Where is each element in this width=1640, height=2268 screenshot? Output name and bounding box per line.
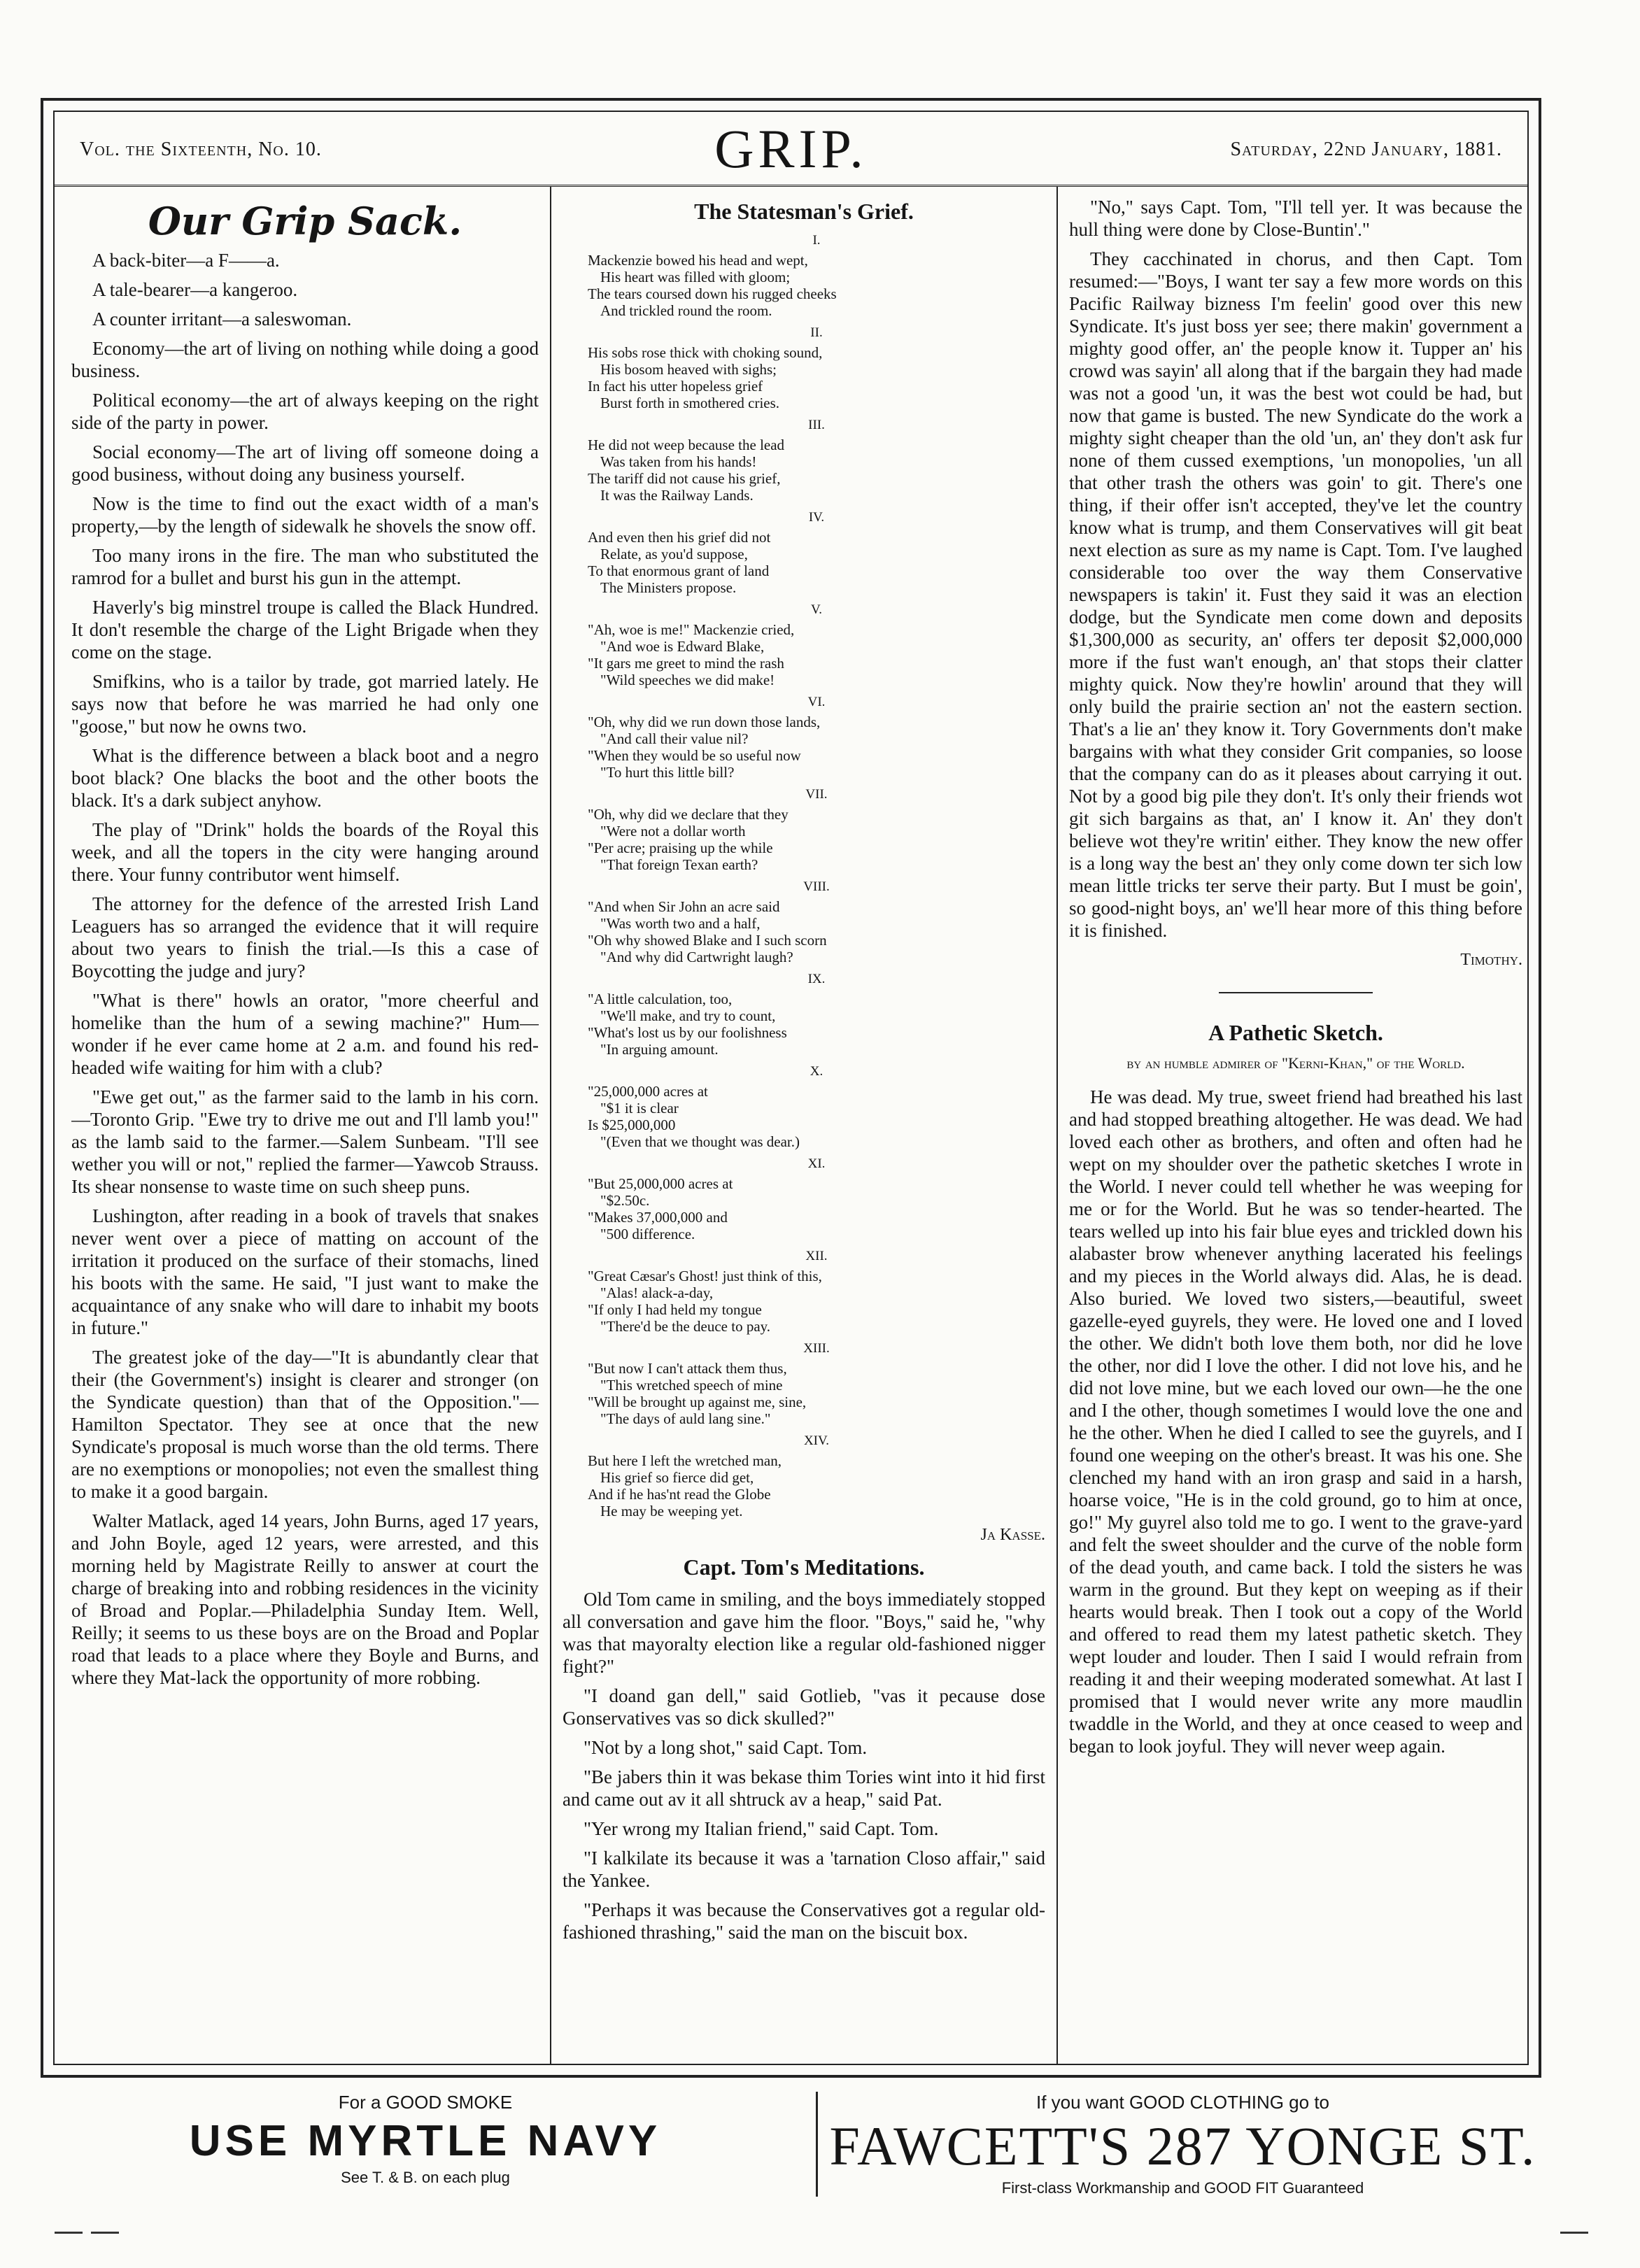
paragraph: What is the difference between a black boot and a negro boot black? One blacks the boot and the other boots the black. It's a dark subject anyhow. [71,745,539,811]
paragraph: They cacchinated in chorus, and then Capt. Tom resumed:—"Boys, I want ter say a few more words on this Pacific Railway bizness I'm feelin' good over this new Syndicate. It's just boss yer see; there makin' government a mighty good offer, an' the people know it. Tupper an' his crowd was sayin' all along that if the bargain they had made was not a good 'un, it was the best wot could be had, but now that game is busted. The new Syndicate do the work a mighty sight cheaper than the old 'un, an' they don't ask fur none of them cussed exemptions, 'un monopolies, 'un all that other trash the others was goin' to git. There's one thing, if their offer isn't accepted, they've let the country know what is trump, and them Conservatives will git beat next election as sure as my name is Capt. Tom. I've laughed considerable too over the way them Conservative newspapers is takin' it. Fust they said it was an election dodge, but the Syndicate men come down and deposits $1,300,000 as security, an' offers ter deposit $2,000,000 more if the fust wan't enough, an' that stops their clatter mighty quick. Now they're howlin' around that they will only build the prairie section an' not the eastern section. That's a lie an' they know it. Tory Governments don't make bargains with what they consider Grit companies, so loose that the company can do as it pleases about carrying it out. Not by a good big pile they don't. It's only their friends wot git sich bargains as that, an' I know it. An' they don't believe wot they're writin' either. They know the new offer is a long way the best an' they only come down ter sich low mean little tricks ter serve their party. But I must be goin', so good-night boys, an' we'll hear more of this thing before it is finished. [1069,248,1522,941]
stanza-number: XI. [807,1156,826,1171]
issue-date: Saturday, 22nd January, 1881. [1230,139,1502,160]
poem-line: Is $25,000,000 [588,1117,676,1133]
poem-line: The tears coursed down his rugged cheeks [588,285,837,302]
ad-headline: FAWCETT'S 287 YONGE ST. [829,2115,1536,2176]
stanza-number: VII. [805,787,828,802]
poem-line: "The days of auld lang sine." [600,1410,771,1427]
poem-line: "A little calculation, too, [588,991,733,1007]
poem-line: "Oh, why did we declare that they [588,806,789,823]
poem-line: "Great Cæsar's Ghost! just think of this, [588,1268,822,1284]
sketch-byline: by an humble admirer of "Kerni-Khan," of the World. [1126,1054,1465,1072]
stanza-number: XIII. [803,1341,830,1356]
poem-signature: Ja Kasse. [980,1526,1045,1544]
paragraph: Social economy—The art of living off someone doing a good business, without doing any business yourself. [71,441,539,485]
meditations-continued [1069,196,1522,942]
poem-line: "Was worth two and a half, [600,915,761,932]
sketch-heading: A Pathetic Sketch. [1208,1020,1383,1045]
poem-line: "In arguing amount. [600,1041,719,1058]
poem-line: Burst forth in smothered cries. [600,395,780,411]
grip-sack-body [71,249,539,1689]
stanza-number: XII. [805,1249,828,1263]
column-divider [550,186,551,2064]
paragraph: Economy—the art of living on nothing while doing a good business. [71,338,539,381]
paragraph: Smifkins, who is a tailor by trade, got married lately. He says now that before he was married he had only one "goose," but now he owns two. [71,671,539,737]
paragraph: The attorney for the defence of the arrested Irish Land Leaguers has so arranged the evidence that it will require about two years to finish the trial.—Is this a case of Boycotting the judge and jury? [71,893,539,981]
poem-line: He may be weeping yet. [600,1503,743,1519]
paragraph: "What is there" howls an orator, "more cheerful and homelike than the hum of a sewing machine?" Hum—wonder if he ever came home at 2 a.m. and found his red-headed wife waiting for him with a club? [71,990,539,1078]
paragraph: "No," says Capt. Tom, "I'll tell yer. It was because the hull thing were done by Close-Buntin'." [1069,197,1522,240]
paragraph: The greatest joke of the day—"It is abundantly clear that their (the Government's) insight is clearer and stronger (on the Syndicate question) than that of the Opposition."—Hamilton Spectator. They see at once that the new Syndicate's proposal is much worse than the old terms. There are no exemptions or monopolies; not even the smallest thing to make it a good bargain. [71,1347,539,1502]
poem-line: "And why did Cartwright laugh? [600,949,793,965]
stanza-number: IX. [807,972,826,986]
paragraph: "Ewe get out," as the farmer said to the lamb in his corn.—Toronto Grip. "Ewe try to drive me out and I'll lamb you!" as the lamb said to the farmer.—Salem Sunbeam. "I'll see wether you will or not," replied the farmer—Yawcob Strauss. Its shear nonsense to waste time on such sheep puns. [71,1086,539,1197]
poem-line: Was taken from his hands! [600,453,757,470]
paragraph: "I doand gan dell," said Gotlieb, "vas it pecause dose Gonservatives vas so dick skulled?" [563,1685,1045,1729]
paragraph: A tale-bearer—a kangeroo. [92,279,298,300]
poem-line: His heart was filled with gloom; [600,269,791,285]
ad-tagline: For a GOOD SMOKE [338,2092,513,2113]
paragraph: A counter irritant—a saleswoman. [92,309,352,329]
poem-line: And trickled round the room. [600,302,772,319]
stanza-number: XIV. [803,1433,830,1448]
paragraph: Too many irons in the fire. The man who substituted the ramrod for a bullet and burst his gun in the attempt. [71,545,539,588]
paragraph: "Yer wrong my Italian friend," said Capt. Tom. [584,1818,939,1839]
poem-line: But here I left the wretched man, [588,1452,782,1469]
meditations-signature: Timothy. [1460,951,1522,969]
paragraph: Walter Matlack, aged 14 years, John Burns, aged 17 years, and John Boyle, aged 12 years, were arrested, and this morning held by Magistrate Reilly to answer at court the charge of breaking into and robbing residences in the vicinity of Broad and Poplar.—Philadelphia Sunday Item. Well, Reilly; it seems to us these boys are on the Broad and Poplar road that leads to a place where they Boyle and Burns, and where they Mat-lack the opportunity of more robbing. [71,1510,539,1688]
poem-line: "25,000,000 acres at [588,1083,708,1100]
page-mark [55,2232,83,2234]
fawcett-ad [824,2092,1541,2197]
masthead [55,112,1527,187]
poem-line: The tariff did not cause his grief, [588,470,781,487]
sketch-body [1069,1086,1522,1757]
poem-line: "$2.50c. [600,1192,650,1209]
volume-number: Vol. the Sixteenth, No. 10. [80,139,322,160]
poem-line: "This wretched speech of mine [600,1377,783,1394]
poem-line: "But now I can't attack them thus, [588,1360,787,1377]
column-middle [563,196,1045,2054]
section-divider [1219,992,1373,993]
poem-line: The Ministers propose. [600,579,737,596]
poem-line: "Alas! alack-a-day, [600,1284,714,1301]
paragraph: "Not by a long shot," said Capt. Tom. [584,1737,868,1758]
page-mark [1560,2232,1588,2234]
poem-line: His grief so fierce did get, [600,1469,754,1486]
column-right [1069,196,1522,2054]
paragraph: Haverly's big minstrel troupe is called the Black Hundred. It don't resemble the charge of the Light Brigade when they come on the stage. [71,597,539,662]
poem-line: "To hurt this little bill? [600,764,735,781]
meditations-heading: Capt. Tom's Meditations. [683,1554,925,1580]
stanza-number: V. [810,602,823,617]
poem-line: His sobs rose thick with choking sound, [588,344,823,361]
poem-line: "When they would be so useful now [588,747,801,764]
poem-line: To that enormous grant of land [588,562,770,579]
column-divider [1056,186,1058,2064]
newspaper-page [41,98,1541,2078]
stanza-number: IV. [808,510,825,525]
poem-line: "Oh why showed Blake and I such scorn [588,932,827,949]
poem-line: He did not weep because the lead [588,437,785,453]
advertisement-strip [41,2092,1541,2232]
poem-line: And even then his grief did not [588,529,771,546]
paragraph: Old Tom came in smiling, and the boys immediately stopped all conversation and gave him the floor. "Boys," said he, "why was that mayoralty election like a regular old-fashioned nigger fight?" [563,1589,1045,1677]
poem-line: "It gars me greet to mind the rash [588,655,784,672]
poem-line: "And woe is Edward Blake, [600,638,765,655]
paragraph: "Be jabers thin it was bekase thim Tories wint into it hid first and came out av it all shtruck av a heap," said Pat. [563,1766,1045,1810]
poem-line: It was the Railway Lands. [600,487,754,504]
paragraph: "I kalkilate its because it was a 'tarnation Closo affair," said the Yankee. [563,1848,1045,1891]
paragraph: "Perhaps it was because the Conservatives got a regular old-fashioned thrashing," said the man on the biscuit box. [563,1899,1045,1943]
ad-headline: USE MYRTLE NAVY [189,2117,662,2165]
grip-sack-heading: Our Grip Sack. [148,199,462,243]
ad-tagline: If you want GOOD CLOTHING go to [1035,2092,1330,2113]
poem-line: "That foreign Texan earth? [600,856,758,873]
poem-line: "Per acre; praising up the while [588,839,773,856]
page-frame [53,111,1529,2065]
poem-line: "Will be brought up against me, sine, [588,1394,807,1410]
poem-body [563,232,1045,1519]
poem-heading: The Statesman's Grief. [694,199,914,224]
paper-title: GRIP. [714,118,868,179]
poem-line: "We'll make, and try to count, [600,1007,776,1024]
paragraph: Political economy—the art of always keeping on the right side of the party in power. [71,390,539,433]
stanza-number: VIII. [803,879,830,894]
page-mark [91,2232,119,2234]
stanza-number: VI. [807,695,826,709]
poem-line: "Makes 37,000,000 and [588,1209,728,1226]
poem-line: "But 25,000,000 acres at [588,1175,733,1192]
poem-line: Relate, as you'd suppose, [600,546,748,562]
column-grip-sack [71,196,539,2054]
poem-line: In fact his utter hopeless grief [588,378,763,395]
poem-line: His bosom heaved with sighs; [600,361,777,378]
meditations-body [563,1588,1045,1943]
poem-line: "Were not a dollar worth [600,823,746,839]
poem-line: "Ah, woe is me!" Mackenzie cried, [588,621,795,638]
ad-divider [816,2092,818,2197]
paragraph: A back-biter—a F——a. [92,250,280,271]
poem-line: "What's lost us by our foolishness [588,1024,787,1041]
poem-line: "(Even that we thought was dear.) [600,1133,800,1150]
myrtle-navy-ad [41,2092,810,2187]
ad-footer: See T. & B. on each plug [341,2169,510,2186]
poem-line: "500 difference. [600,1226,695,1242]
poem-line: "There'd be the deuce to pay. [600,1318,771,1335]
poem-line: "$1 it is clear [600,1100,679,1117]
poem-line: "Wild speeches we did make! [600,672,775,688]
poem-line: "And when Sir John an acre said [588,898,780,915]
poem-line: "Oh, why did we run down those lands, [588,714,821,730]
poem-line: Mackenzie bowed his head and wept, [588,252,808,269]
stanza-number: III. [808,418,825,432]
paragraph: The play of "Drink" holds the boards of the Royal this week, and all the topers in the city were hanging around there. Your funny contributor went himself. [71,819,539,885]
paragraph: Lushington, after reading in a book of travels that snakes never went over a piece of matting on account of the irritation it produced on the surface of their stomachs, lined his boots with the same. He said, "I just want to make the acquaintance of any snake who will dare to inhabit my boots in future." [71,1205,539,1338]
stanza-number: I. [812,233,821,248]
paragraph: He was dead. My true, sweet friend had breathed his last and had stopped breathing altogether. He was dead. We had loved each other as brothers, and often and often had he wept on my shoulder over the pathetic sketches I wrote in the World. I never could tell whether he was weeping for me or for the World. But he was so tender-hearted. The tears welled up into his fair blue eyes and trickled down his alabaster brow whenever anything lacerated his feelings and my pieces in the World always did. Alas, he is dead. Also buried. We loved two sisters,—beautiful, sweet gazelle-eyed guyrels, they were. He loved one and I loved the other. We didn't both love them both, nor did he love the other, nor did I love the other. I did not love his, and he did not love mine, but we each loved our own—he the one and I the other, though sometimes I would love the one and he the other. When he died I called to see the guyrels, and I found one weeping on the other's breast. It was his one. She clenched my hand with an iron grasp and said in a harsh, hoarse voice, "He is in the cold ground, go to him at once, go!" My guyrel also told me to go. I went to the grave-yard and felt the sweet shoulder and the curve of the noble form of the dead youth, and came back. I told the sisters he was warm in the ground. But they kept on weeping as if their hearts would break. Then I took out a copy of the World and offered to read them my latest pathetic sketch. They wept louder and louder. Then I said I would refrain from reading it and their weeping moderated somewhat. At last I promised that I would never write any more maudlin twaddle in the World, and they at once ceased to weep and began to look joyful. They will never weep again. [1069,1086,1522,1757]
paragraph: Now is the time to find out the exact width of a man's property,—by the length of sidewalk he shovels the snow off. [71,493,539,537]
poem-line: And if he has'nt read the Globe [588,1486,771,1503]
poem-line: "If only I had held my tongue [588,1301,762,1318]
poem-line: "And call their value nil? [600,730,749,747]
stanza-number: II. [810,325,823,340]
ad-footer: First-class Workmanship and GOOD FIT Guaranteed [1001,2179,1364,2197]
stanza-number: X. [810,1064,823,1079]
